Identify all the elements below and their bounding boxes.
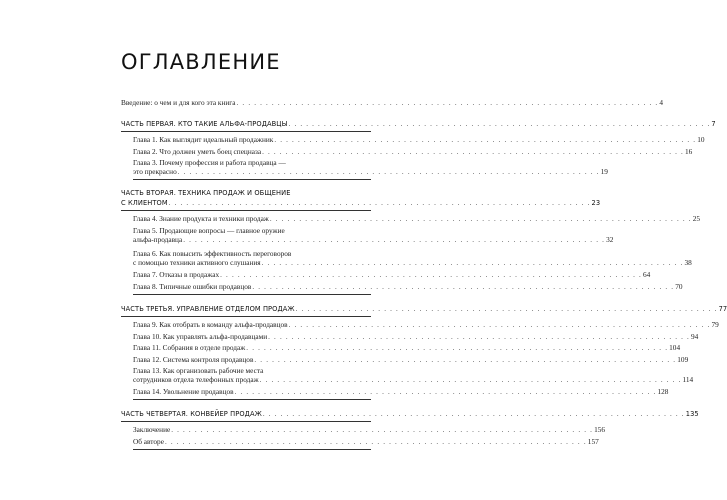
- divider: [133, 399, 371, 400]
- toc-chapter-9[interactable]: [133, 320, 719, 330]
- dot-leader: . . . . . . . . . . . . . . . . . . . . . . . . . . . . . . . . . . . . . . . . . . . . . . . . . . . . . . . . . . . . . . . . . . . . . . . .: [236, 99, 659, 107]
- toc-part-title: ЧАСТЬ ПЕРВАЯ. КТО ТАКИЕ АЛЬФА-ПРОДАВЦЫ: [121, 119, 288, 128]
- toc-part-title: ЧАСТЬ ЧЕТВЕРТАЯ. КОНВЕЙЕР ПРОДАЖ: [121, 409, 262, 418]
- toc-chapter-10[interactable]: [133, 332, 699, 342]
- toc-chapter-14[interactable]: [133, 387, 669, 397]
- toc-entry-text: Глава 2. Что должен уметь боец спецназа: [133, 147, 262, 156]
- toc-entry-text: Заключение: [133, 425, 171, 434]
- toc-part-1[interactable]: [121, 119, 716, 129]
- toc-entry-text: Об авторе: [133, 437, 164, 446]
- toc-entry-text: Глава 8. Типичные ошибки продавцов: [133, 282, 252, 291]
- dot-leader: . . . . . . . . . . . . . . . . . . . . . . . . . . . . . . . . . . . . . . . . . . . . . . . . . . . . . . . . . . . . . . . . . . . . . . . .: [177, 168, 600, 176]
- toc-entry-text: Глава 4. Знание продукта и техники продаж: [133, 214, 269, 223]
- toc-page-number: 77: [718, 304, 727, 313]
- toc-chapter-1[interactable]: [133, 135, 705, 145]
- dot-leader: . . . . . . . . . . . . . . . . . . . . . . . . . . . . . . . . . . . . . . . . . . . . . . . . . . . . . . . . . . . . . . . . . . . . . . . .: [268, 333, 690, 341]
- toc-chapter-6-cont[interactable]: [133, 258, 692, 268]
- toc-page-number: 70: [675, 282, 683, 291]
- toc-entry-text: Глава 7. Отказы в продажах: [133, 270, 220, 279]
- toc-chapter-3-cont[interactable]: [133, 167, 608, 177]
- dot-leader: . . . . . . . . . . . . . . . . . . . . . . . . . . . . . . . . . . . . . . . . . . . . . . . . . . . . . . . . . . . . . . . . . . . . . . . .: [274, 136, 697, 144]
- toc-entry-text: Глава 10. Как управлять альфа-продавцами: [133, 332, 268, 341]
- dot-leader: . . . . . . . . . . . . . . . . . . . . . . . . . . . . . . . . . . . . . . . . . . . . . . . . . . . . . . . . . . . . . . . . . . . . . . . .: [183, 236, 606, 244]
- toc-part-title: С КЛИЕНТОМ: [121, 198, 168, 207]
- toc-page-number: 4: [659, 98, 664, 107]
- toc-entry-text: альфа-продавца: [133, 235, 183, 244]
- dot-leader: . . . . . . . . . . . . . . . . . . . . . . . . . . . . . . . . . . . . . . . . . . . . . . . . . . . . . . . . . . . . . . . . . . . . . . . .: [288, 321, 711, 329]
- toc-page-number: 157: [587, 437, 599, 446]
- toc-chapter-4[interactable]: [133, 214, 701, 224]
- divider: [121, 131, 371, 132]
- dot-leader: . . . . . . . . . . . . . . . . . . . . . . . . . . . . . . . . . . . . . . . . . . . . . . . . . . . . . . . . . . . . . . . . . . . . . . . .: [171, 426, 594, 434]
- toc-part-title: ЧАСТЬ ТРЕТЬЯ. УПРАВЛЕНИЕ ОТДЕЛОМ ПРОДАЖ: [121, 304, 295, 313]
- dot-leader: . . . . . . . . . . . . . . . . . . . . . . . . . . . . . . . . . . . . . . . . . . . . . . . . . . . . . . . . . . . . . . . . . . . . . . . .: [262, 410, 685, 418]
- toc-page-number: 7: [711, 119, 716, 128]
- toc-entry-text: Глава 3. Почему профессия и работа продавца —: [133, 158, 286, 167]
- toc-chapter-11[interactable]: [133, 343, 681, 353]
- dot-leader: . . . . . . . . . . . . . . . . . . . . . . . . . . . . . . . . . . . . . . . . . . . . . . . . . . . . . . . . . . . . . . . . . . . . . . . .: [252, 283, 675, 291]
- page-title: ОГЛАВЛЕНИЕ: [121, 50, 281, 74]
- toc-entry-conclusion[interactable]: [133, 425, 606, 435]
- toc-page-number: 64: [643, 270, 651, 279]
- toc-entry-text: Введение: о чем и для кого эта книга: [121, 98, 236, 107]
- toc-part-3[interactable]: [121, 304, 727, 314]
- toc-entry-text: Глава 11. Собрания в отделе продаж: [133, 343, 246, 352]
- toc-page-number: 104: [669, 343, 681, 352]
- divider: [133, 294, 371, 295]
- toc-page-number: 25: [692, 214, 701, 223]
- toc-page-number: 38: [684, 258, 692, 267]
- toc-entry-text: Глава 12. Система контроля продавцов: [133, 355, 254, 364]
- dot-leader: . . . . . . . . . . . . . . . . . . . . . . . . . . . . . . . . . . . . . . . . . . . . . . . . . . . . . . . . . . . . . . . . . . . . . . . .: [168, 199, 591, 207]
- dot-leader: . . . . . . . . . . . . . . . . . . . . . . . . . . . . . . . . . . . . . . . . . . . . . . . . . . . . . . . . . . . . . . . . . . . . . . . .: [254, 356, 677, 364]
- dot-leader: . . . . . . . . . . . . . . . . . . . . . . . . . . . . . . . . . . . . . . . . . . . . . . . . . . . . . . . . . . . . . . . . . . . . . . . .: [259, 376, 682, 384]
- dot-leader: . . . . . . . . . . . . . . . . . . . . . . . . . . . . . . . . . . . . . . . . . . . . . . . . . . . . . . . . . . . . . . . . . . . . . . . .: [246, 344, 669, 352]
- dot-leader: . . . . . . . . . . . . . . . . . . . . . . . . . . . . . . . . . . . . . . . . . . . . . . . . . . . . . . . . . . . . . . . . . . . . . . . .: [220, 271, 642, 279]
- dot-leader: . . . . . . . . . . . . . . . . . . . . . . . . . . . . . . . . . . . . . . . . . . . . . . . . . . . . . . . . . . . . . . . . . . . . . . . .: [164, 438, 587, 446]
- divider: [121, 316, 371, 317]
- divider: [121, 421, 371, 422]
- toc-page-number: 16: [684, 147, 693, 156]
- divider: [121, 210, 371, 211]
- toc-entry-text: Глава 5. Продающие вопросы — главное оружие: [133, 226, 285, 235]
- toc-page-number: 32: [606, 235, 614, 244]
- toc-page-number: 114: [682, 375, 694, 384]
- toc-entry-text: Глава 1. Как выглядит идеальный продажник: [133, 135, 274, 144]
- dot-leader: . . . . . . . . . . . . . . . . . . . . . . . . . . . . . . . . . . . . . . . . . . . . . . . . . . . . . . . . . . . . . . . . . . . . . . . .: [261, 259, 684, 267]
- toc-chapter-12[interactable]: [133, 355, 689, 365]
- toc-part-2[interactable]: [121, 188, 371, 198]
- toc-entry-text: Глава 9. Как отобрать в команду альфа-продавцов: [133, 320, 288, 329]
- toc-page-number: 10: [697, 135, 705, 144]
- toc-part-4[interactable]: [121, 409, 699, 419]
- toc-page-number: 128: [657, 387, 669, 396]
- divider: [133, 179, 371, 180]
- dot-leader: . . . . . . . . . . . . . . . . . . . . . . . . . . . . . . . . . . . . . . . . . . . . . . . . . . . . . . . . . . . . . . . . . . . . . . . .: [262, 148, 684, 156]
- divider: [133, 449, 371, 450]
- dot-leader: . . . . . . . . . . . . . . . . . . . . . . . . . . . . . . . . . . . . . . . . . . . . . . . . . . . . . . . . . . . . . . . . . . . . . . . .: [295, 305, 718, 313]
- dot-leader: . . . . . . . . . . . . . . . . . . . . . . . . . . . . . . . . . . . . . . . . . . . . . . . . . . . . . . . . . . . . . . . . . . . . . . . .: [269, 215, 692, 223]
- toc-chapter-7[interactable]: [133, 270, 651, 280]
- toc-chapter-5-cont[interactable]: [133, 235, 614, 245]
- toc-page-number: 94: [691, 332, 699, 341]
- toc-chapter-13-cont[interactable]: [133, 375, 694, 385]
- toc-part-2-cont[interactable]: [121, 198, 601, 208]
- toc-part-title: ЧАСТЬ ВТОРАЯ. ТЕХНИКА ПРОДАЖ И ОБЩЕНИЕ: [121, 188, 291, 197]
- toc-entry-text: Глава 14. Увольнение продавцов: [133, 387, 234, 396]
- toc-page-number: 79: [711, 320, 719, 329]
- toc-page-number: 109: [677, 355, 689, 364]
- toc-chapter-8[interactable]: [133, 282, 683, 292]
- toc-chapter-2[interactable]: [133, 147, 693, 157]
- toc-page-number: 19: [600, 167, 608, 176]
- toc-page-number: 135: [685, 409, 699, 418]
- toc-entry-text: сотрудников отдела телефонных продаж: [133, 375, 259, 384]
- toc-entry-intro[interactable]: [121, 98, 664, 108]
- toc-page-number: 156: [594, 425, 606, 434]
- toc-entry-text: Глава 13. Как организовать рабочие места: [133, 366, 264, 375]
- toc-entry-text: с помощью техники активного слушания: [133, 258, 261, 267]
- dot-leader: . . . . . . . . . . . . . . . . . . . . . . . . . . . . . . . . . . . . . . . . . . . . . . . . . . . . . . . . . . . . . . . . . . . . . . . .: [234, 388, 657, 396]
- toc-page-number: 23: [591, 198, 601, 207]
- toc-entry-text: Глава 6. Как повысить эффективность переговоров: [133, 249, 292, 258]
- toc-entry-text: это прекрасно: [133, 167, 177, 176]
- dot-leader: . . . . . . . . . . . . . . . . . . . . . . . . . . . . . . . . . . . . . . . . . . . . . . . . . . . . . . . . . . . . . . . . . . . . . . . .: [288, 120, 711, 128]
- toc-entry-about-author[interactable]: [133, 437, 599, 447]
